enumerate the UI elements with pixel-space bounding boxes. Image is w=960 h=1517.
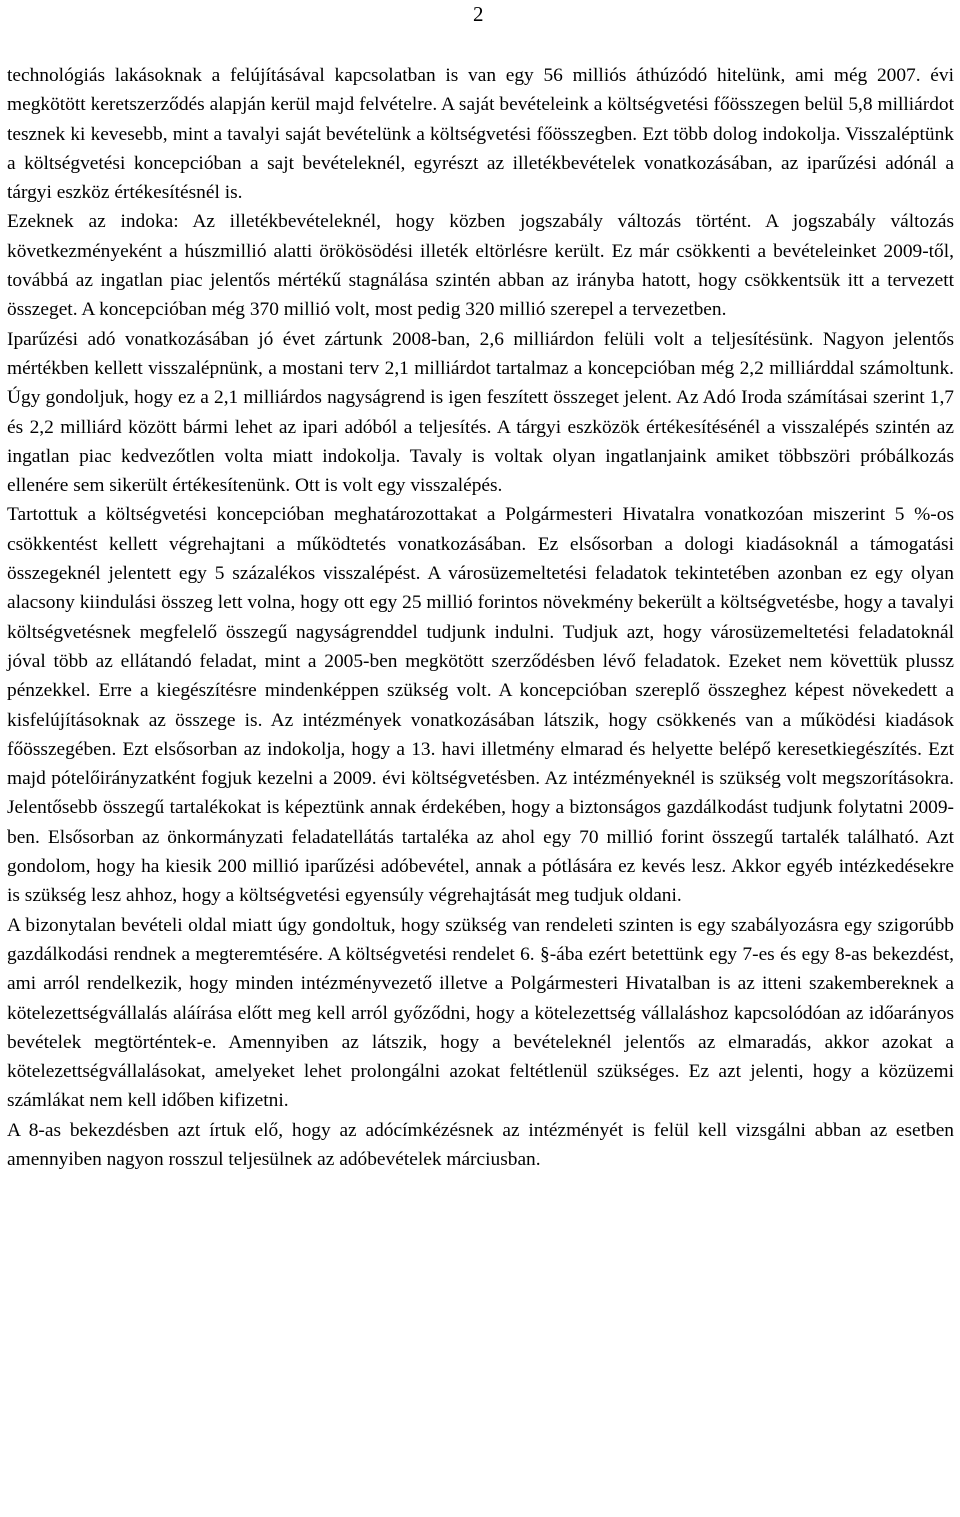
paragraph: Iparűzési adó vonatkozásában jó évet zártunk 2008-ban, 2,6 milliárdon felüli volt a teljesítésünk. Nagyon jelentős mértékben kellett visszalépnünk, a mostani terv 2,1 milliárdot tartalmaz a koncepcióban még 2,2 milliárddal számoltunk. Úgy gondoljuk, hogy ez a 2,1 milliárdos nagyságrend is igen feszített összeget jelent. Az Adó Iroda számításai szerint 1,7 és 2,2 milliárd között bármi lehet az ipari adóból a teljesítés. A tárgyi eszközök értékesítésénél a visszalépés szintén az ingatlan piac kedvezőtlen volta miatt indokolja. Tavaly is voltak olyan ingatlanjaink amiket többszöri próbálkozás ellenére sem sikerült értékesítenünk. Ott is volt egy visszalépés. [7,328,954,497]
paragraph: technológiás lakásoknak a felújításával kapcsolatban is van egy 56 milliós áthúzódó hitelünk, ami még 2007. évi megkötött keretszerződés alapján kerül majd felvételre. A saját bevételeink a költségvetési főösszegen belül 5,8 milliárdot tesznek ki kevesebb, mint a tavalyi saját bevételünk a költségvetési főösszegben. Ezt több dolog indokolja. Visszaléptünk a költségvetési koncepcióban a sajt bevételeknél, egyrészt az illetékbevételek vonatkozásában, az iparűzési adónál a tárgyi eszköz értékesítésnél is. [7,65,954,204]
paragraph: Ezeknek az indoka: Az illetékbevételeknél, hogy közben jogszabály változás történt. A jogszabály változás következményeként a húszmillió alatti örökösödési illeték eltörlésre került. Ez már csökkenti a bevételeinket 2009-től, továbbá az ingatlan piac jelentős mértékű stagnálása szintén abban az irányba hatott, hogy csökkentsük itt a tervezett összeget. A koncepcióban még 370 millió volt, most pedig 320 millió szerepel a tervezetben. [7,211,954,321]
paragraph: A bizonytalan bevételi oldal miatt úgy gondoltuk, hogy szükség van rendeleti szinten is egy szabályozásra egy szigorúbb gazdálkodási rendnek a megteremtésére. A költségvetési rendelet 6. §-ába ezért betettünk egy 7-es és egy 8-as bekezdést, ami arról rendelkezik, hogy minden intézményvezető illetve a Polgármesteri Hivatalban is az itteni szakembereknek a kötelezettségvállalás aláírása előtt meg kell arról győződni, hogy a kötelezettség vállaláshoz kapcsolódóan az időarányos bevételek megtörténtek-e. Amennyiben az látszik, hogy a bevételeknél jelentős az elmaradás, akkor azokat a kötelezettségvállalásokat, amelyeket lehet prolongálni azokat feltétlenül szükséges. Ez azt jelenti, hogy a közüzemi számlákat nem kell időben kifizetni. [7,914,954,1112]
document-body [7,61,954,1174]
paragraph: A 8-as bekezdésben azt írtuk elő, hogy az adócímkézésnek az intézményét is felül kell vizsgálni abban az esetben amennyiben nagyon rosszul teljesülnek az adóbevételek márciusban. [7,1119,954,1170]
paragraph: Tartottuk a költségvetési koncepcióban meghatározottakat a Polgármesteri Hivatalra vonatkozóan miszerint 5 %-os csökkentést kellett végrehajtani a működtetés vonatkozásában. Ez elsősorban a dologi kiadásoknál a támogatási összegeknél jelentett egy 5 százalékos visszalépést. A városüzemeltetési feladatok tekintetében azonban ez egy olyan alacsony kiindulási összeg lett volna, hogy ott egy 25 millió forintos növekmény bekerült a költségvetésbe, hogy a tavalyi költségvetésnek megfelelő összegű nagyságrenddel tudjunk indulni. Tudjuk azt, hogy városüzemeltetési feladatoknál jóval több az ellátandó feladat, mint a 2005-ben megkötött szerződésben lévő feladatok. Ezeket nem követtük plussz pénzekkel. Erre a kiegészítésre mindenképpen szükség volt. A koncepcióban szereplő összeghez képest növekedett a kisfelújításoknak az összege is. Az intézmények vonatkozásában látszik, hogy csökkenés van a működési kiadások főösszegében. Ezt elsősorban az indokolja, hogy a 13. havi illetmény elmarad és helyette belépő keresetkiegészítés. Ezt majd pótelőirányzatként fogjuk kezelni a 2009. évi költségvetésben. Az intézményeknél is szükség volt megszorításokra. Jelentősebb összegű tartalékokat is képeztünk annak érdekében, hogy a biztonságos gazdálkodást tudjunk folytatni 2009-ben. Elsősorban az önkormányzati feladatellátás tartaléka az ahol egy 70 millió forint összegű tartalék található. Azt gondolom, hogy ha kiesik 200 millió iparűzési adóbevétel, annak a pótlására ez kevés lesz. Akkor egyéb intézkedésekre is szükség lesz ahhoz, hogy a költségvetési egyensúly végrehajtását meg tudjuk oldani. [7,504,954,907]
